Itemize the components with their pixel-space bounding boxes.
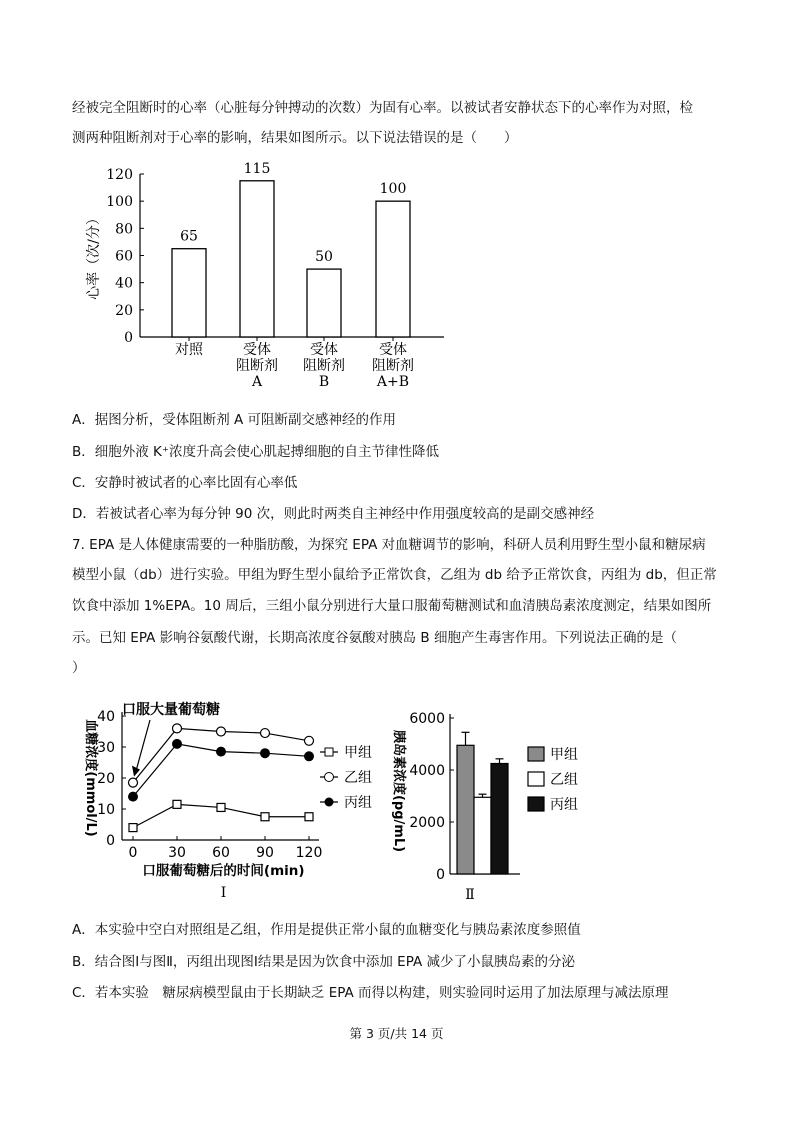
q7-option-c: C．若本实验 糖尿病模型鼠由于长期缺乏 EPA 而得以构建，则实验同时运用了加法原理与减法原理: [72, 985, 669, 1001]
x-tick-label: 30: [168, 845, 186, 861]
y-tick-label: 80: [115, 221, 133, 238]
y-tick-label: 120: [106, 167, 133, 183]
annotation-arrow: [135, 720, 150, 775]
q7-stem-line-5: ）: [72, 660, 86, 676]
data-point: [305, 736, 314, 745]
y-tick-label: 4000: [409, 763, 445, 779]
q6-option-c: C．安静时被试者的心率比固有心率低: [72, 475, 298, 491]
intro-line-2: 测两种阻断剂对于心率的影响，结果如图所示。以下说法错误的是（ ）: [72, 130, 518, 146]
y-axis-label: 心率（次/分）: [86, 211, 102, 300]
q7-stem-line-2: 模型小鼠（db）进行实验。甲组为野生型小鼠给予正常饮食，乙组为 db 给予正常饮食，丙组为 db，但正常: [72, 567, 717, 583]
y-tick-label: 20: [97, 771, 115, 787]
data-point: [129, 792, 138, 801]
legend-marker: [325, 773, 334, 782]
category-label: 受体: [379, 342, 407, 358]
legend-swatch: [528, 747, 544, 761]
data-label: 65: [180, 228, 198, 245]
bar: [457, 745, 474, 874]
data-point: [129, 824, 137, 832]
data-label: 115: [243, 160, 271, 177]
y-tick-label: 30: [97, 740, 115, 756]
q6-option-a: A．据图分析，受体阻断剂 A 可阻断副交感神经的作用: [72, 412, 397, 428]
bar: [376, 201, 410, 337]
category-label: A: [251, 374, 263, 390]
category-label: B: [318, 374, 330, 390]
insulin-bar-chart: [385, 700, 595, 905]
x-tick-label: 0: [128, 845, 138, 861]
data-point: [261, 813, 269, 821]
category-label: 受体: [310, 342, 338, 358]
data-point: [129, 778, 138, 787]
panel-label: Ⅱ: [465, 887, 475, 903]
x-tick-label: 90: [256, 845, 274, 861]
x-tick-label: 60: [212, 845, 230, 861]
annotation-label: 口服大量葡萄糖: [122, 702, 220, 718]
legend-marker: [325, 798, 334, 807]
heart-rate-bar-chart: [72, 155, 452, 400]
intro-line-1: 经被完全阻断时的心率（心脏每分钟搏动的次数）为固有心率。以被试者安静状态下的心率作为对照，检: [72, 100, 693, 116]
category-label: A+B: [376, 374, 410, 390]
blood-glucose-line-chart: [72, 692, 392, 902]
q7-option-b: B．结合图Ⅰ与图Ⅱ，丙组出现图Ⅰ结果是因为饮食中添加 EPA 减少了小鼠胰岛素的分泌: [72, 954, 575, 970]
panel-label: Ⅰ: [220, 885, 227, 901]
bar: [474, 797, 491, 874]
y-tick-label: 100: [106, 194, 133, 211]
data-point: [217, 727, 226, 736]
legend-label: 乙组: [550, 772, 578, 788]
bar: [307, 269, 341, 337]
data-point: [173, 739, 182, 748]
legend-swatch: [528, 772, 544, 786]
legend-label: 甲组: [550, 747, 578, 763]
q6-option-d: D．若被试者心率为每分钟 90 次，则此时两类自主神经中作用强度较高的是副交感神经: [72, 506, 595, 522]
data-point: [173, 800, 181, 808]
y-tick-label: 60: [115, 248, 133, 265]
y-tick-label: 40: [97, 709, 115, 725]
category-label: 对照: [175, 342, 203, 358]
data-point: [261, 729, 270, 738]
q7-option-a: A．本实验中空白对照组是乙组，作用是提供正常小鼠的血糖变化与胰岛素浓度参照值: [72, 922, 581, 938]
category-label: 阻断剂: [372, 358, 414, 374]
data-point: [305, 752, 314, 761]
legend-swatch: [528, 797, 544, 811]
bar: [240, 181, 274, 337]
y-axis-label: 胰岛素浓度(pg/mL): [391, 729, 406, 853]
data-point: [305, 813, 313, 821]
data-label: 100: [379, 181, 407, 198]
x-axis-label: 口服葡萄糖后的时间(min): [142, 863, 305, 879]
legend-label: 甲组: [344, 745, 372, 761]
data-point: [261, 749, 270, 758]
data-point: [173, 724, 182, 733]
bar: [491, 764, 508, 875]
category-label: 阻断剂: [236, 358, 278, 374]
q6-option-b: B．细胞外液 K⁺浓度升高会使心肌起搏细胞的自主节律性降低: [72, 444, 440, 460]
q7-stem-line-3: 饮食中添加 1%EPA。10 周后，三组小鼠分别进行大量口服葡萄糖测试和血清胰岛素浓度测定，结果如图所: [72, 598, 712, 614]
q7-stem-line-1: 7. EPA 是人体健康需要的一种脂肪酸，为探究 EPA 对血糖调节的影响，科研人员利用野生型小鼠和糖尿病: [72, 537, 706, 553]
y-tick-label: 0: [124, 330, 133, 346]
legend-label: 丙组: [344, 795, 372, 811]
y-axis-label: 血糖浓度(mmol/L): [83, 719, 98, 837]
q7-stem-line-4: 示。已知 EPA 影响谷氨酸代谢，长期高浓度谷氨酸对胰岛 B 细胞产生毒害作用。下列说法正确的是（: [72, 630, 677, 646]
x-tick-label: 120: [295, 845, 323, 861]
legend-label: 乙组: [344, 770, 372, 786]
y-tick-label: 20: [115, 302, 133, 319]
y-tick-label: 2000: [409, 815, 445, 831]
page-footer: 第 3 页/共 14 页: [349, 1026, 444, 1041]
data-point: [217, 803, 225, 811]
y-tick-label: 0: [436, 867, 445, 883]
y-tick-label: 0: [106, 833, 115, 849]
y-tick-label: 6000: [409, 711, 445, 727]
y-tick-label: 40: [115, 275, 133, 292]
legend-marker: [325, 748, 333, 756]
data-point: [217, 747, 226, 756]
bar: [172, 249, 206, 337]
category-label: 阻断剂: [303, 358, 345, 374]
category-label: 受体: [243, 342, 271, 358]
y-tick-label: 10: [97, 802, 115, 818]
data-label: 50: [315, 249, 333, 266]
legend-label: 丙组: [550, 797, 578, 813]
